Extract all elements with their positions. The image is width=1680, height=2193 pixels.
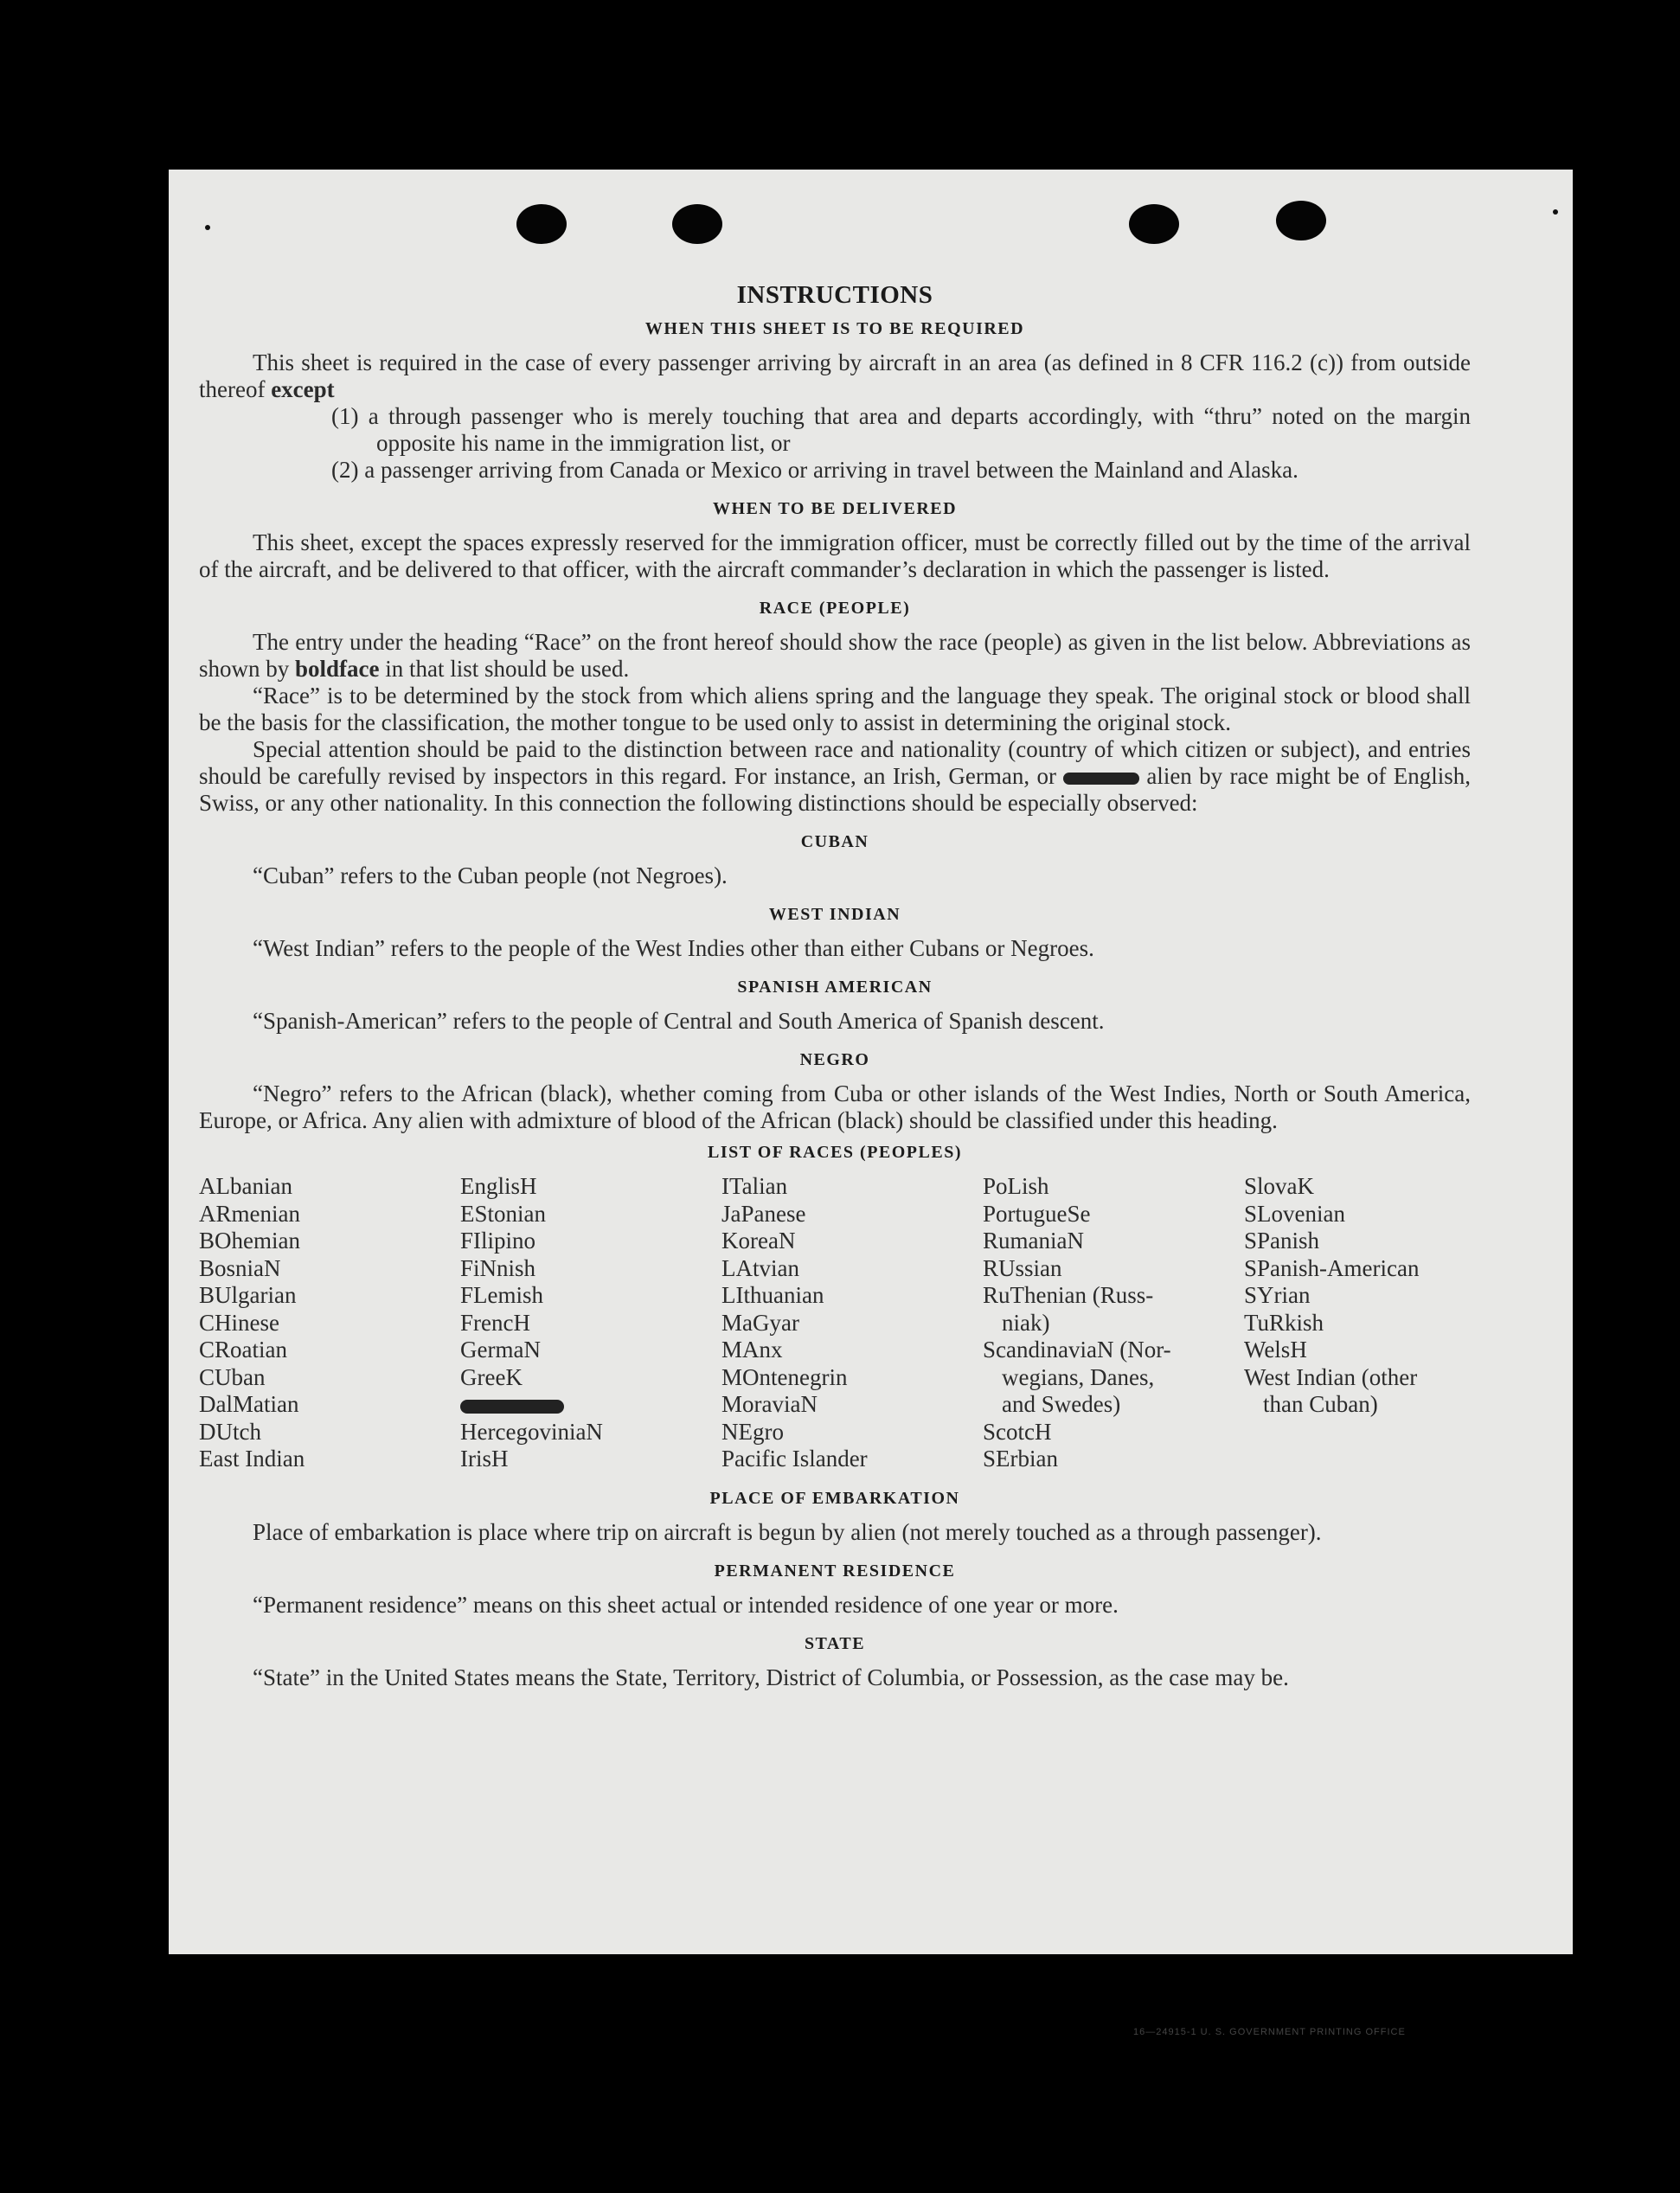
race-entry: East Indian xyxy=(199,1446,305,1472)
negro-text: “Negro” refers to the African (black), whether coming from Cuba or other islands of the West Indies, North or South America, Europe, or Africa. Any alien with admixture of blood of the African (black) should be classified under this heading. xyxy=(199,1080,1471,1133)
race-entry: ScandinaviaN (Nor- xyxy=(983,1337,1171,1363)
race-entry: ARmenian xyxy=(199,1200,300,1227)
punch-hole xyxy=(1129,204,1179,244)
race-entry-continued: wegians, Danes, xyxy=(1002,1363,1155,1390)
race-entry: MoraviaN xyxy=(721,1391,818,1417)
required-intro: This sheet is required in the case of every passenger arriving by aircraft in an area (as defined in 8 CFR 116.2 (c)) from outside thereof except xyxy=(199,349,1471,402)
instructions-content xyxy=(199,282,1471,1691)
delivered-text: This sheet, except the spaces expressly reserved for the immigration officer, must be correctly filled out by the time of the arrival of the aircraft, and be delivered to that officer, with the aircraft commander’s declaration in which the passenger is listed. xyxy=(199,529,1471,582)
printing-office-footer: 16—24915-1 U. S. GOVERNMENT PRINTING OFFICE xyxy=(1133,2027,1406,2037)
west-indian-text: “West Indian” refers to the people of the West Indies other than either Cubans or Negroes. xyxy=(253,935,1094,961)
cuban-text: “Cuban” refers to the Cuban people (not Negroes). xyxy=(253,862,728,888)
race-entry: NEgro xyxy=(721,1418,784,1445)
race-entry: PoLish xyxy=(983,1173,1049,1199)
race-entry: West Indian (other xyxy=(1244,1363,1418,1390)
state-text: “State” in the United States means the State, Territory, District of Columbia, or Possession, as the case may be. xyxy=(253,1664,1289,1690)
heading-west-indian: WEST INDIAN xyxy=(768,905,901,924)
race-entry: BUlgarian xyxy=(199,1282,297,1308)
except-bold: except xyxy=(271,376,335,402)
heading-cuban: CUBAN xyxy=(800,832,869,851)
race-entry: KoreaN xyxy=(721,1228,796,1254)
race-entry: HercegoviniaN xyxy=(460,1418,603,1445)
race-entry: CUban xyxy=(199,1363,266,1390)
race-entry: SYrian xyxy=(1244,1282,1311,1308)
page-title: INSTRUCTIONS xyxy=(736,281,933,309)
speck xyxy=(1553,209,1558,215)
race-entry: ITalian xyxy=(721,1173,788,1199)
heading-embarkation: PLACE OF EMBARKATION xyxy=(709,1488,960,1508)
race-entry: RumaniaN xyxy=(983,1228,1084,1254)
residence-text: “Permanent residence” means on this sheet actual or intended residence of one year or more. xyxy=(253,1591,1119,1618)
heading-spanish-american: SPANISH AMERICAN xyxy=(737,978,933,997)
race-entry: FLemish xyxy=(460,1282,544,1308)
race-entry: Pacific Islander xyxy=(721,1446,868,1472)
races-column-5 xyxy=(1244,1173,1521,1473)
race-entry-continued: niak) xyxy=(1002,1309,1050,1336)
race-entry: FIlipino xyxy=(460,1228,536,1254)
redaction-mark xyxy=(460,1400,564,1414)
heading-required: WHEN THIS SHEET IS TO BE REQUIRED xyxy=(644,319,1025,338)
race-entry: ScotcH xyxy=(983,1418,1052,1445)
document-sheet xyxy=(169,170,1573,2037)
race-entry: PortugueSe xyxy=(983,1200,1091,1227)
race-entry: MAnx xyxy=(721,1337,783,1363)
race-entry-continued: and Swedes) xyxy=(1002,1391,1121,1417)
race-entry: DalMatian xyxy=(199,1391,299,1417)
required-item-1: (1) a through passenger who is merely touching that area and departs accordingly, with “thru” noted on the margin opposite his name in the immigration list, or xyxy=(331,403,1471,456)
race-entry: RUssian xyxy=(983,1254,1062,1281)
race-paragraph-3: Special attention should be paid to the distinction between race and nationality (country of which citizen or subject), and entries should be carefully revised by inspectors in this regard. For instance, an Irish, German, or alien by race might be of English, Swiss, or any other nationality. In this connection the following distinctions should be especially observed: xyxy=(199,736,1472,816)
race-entry: ALbanian xyxy=(199,1173,292,1199)
race-paragraph-1: The entry under the heading “Race” on the front hereof should show the race (people) as given in the list below. Abbreviations as shown by boldface in that list should be used. xyxy=(199,629,1471,682)
races-column-3 xyxy=(721,1173,983,1473)
race-entry: SlovaK xyxy=(1244,1173,1314,1199)
race-entry: GreeK xyxy=(460,1363,523,1390)
race-entry-continued: than Cuban) xyxy=(1263,1391,1378,1417)
punch-hole xyxy=(672,204,722,244)
races-list xyxy=(199,1173,1471,1473)
race-entry: CRoatian xyxy=(199,1337,287,1363)
race-entry: SErbian xyxy=(983,1446,1058,1472)
race-entry: MaGyar xyxy=(721,1309,799,1336)
heading-residence: PERMANENT RESIDENCE xyxy=(714,1561,956,1581)
race-entry: LAtvian xyxy=(721,1254,799,1281)
race-entry: BosniaN xyxy=(199,1254,281,1281)
race-paragraph-2: “Race” is to be determined by the stock from which aliens spring and the language they speak. The original stock or blood shall be the basis for the classification, the mother tongue to be used only to assist in determining the original stock. xyxy=(199,683,1471,735)
race-entry: GermaN xyxy=(460,1337,541,1363)
heading-delivered: WHEN TO BE DELIVERED xyxy=(712,499,958,518)
race-entry-redacted xyxy=(460,1391,721,1419)
race-entry: TuRkish xyxy=(1244,1309,1324,1336)
race-entry: FiNnish xyxy=(460,1254,536,1281)
redaction-mark xyxy=(1063,773,1139,785)
race-entry: SPanish xyxy=(1244,1228,1320,1254)
race-entry: IrisH xyxy=(460,1446,509,1472)
race-entry: SPanish-American xyxy=(1244,1254,1420,1281)
embarkation-text: Place of embarkation is place where trip on aircraft is begun by alien (not merely touched as a through passenger). xyxy=(253,1518,1322,1545)
race-entry: LIthuanian xyxy=(721,1282,824,1308)
race-entry: FrencH xyxy=(460,1309,530,1336)
race-entry: DUtch xyxy=(199,1418,261,1445)
races-column-4 xyxy=(983,1173,1244,1473)
race-entry: MOntenegrin xyxy=(721,1363,848,1390)
heading-state: STATE xyxy=(804,1633,866,1653)
race-entry: WelsH xyxy=(1244,1337,1307,1363)
race-entry: SLovenian xyxy=(1244,1200,1345,1227)
race-entry: JaPanese xyxy=(721,1200,806,1227)
race-entry: CHinese xyxy=(199,1309,279,1336)
punch-hole xyxy=(1276,201,1326,240)
boldface-word: boldface xyxy=(295,656,380,682)
race-entry: BOhemian xyxy=(199,1228,300,1254)
races-column-2 xyxy=(460,1173,721,1473)
race-entry: RuThenian (Russ- xyxy=(983,1282,1154,1308)
race-entry: EnglisH xyxy=(460,1173,537,1199)
punch-hole xyxy=(516,204,567,244)
heading-negro: NEGRO xyxy=(799,1050,870,1069)
races-column-1 xyxy=(199,1173,460,1473)
spanish-american-text: “Spanish-American” refers to the people of Central and South America of Spanish descent. xyxy=(253,1008,1105,1034)
speck xyxy=(205,225,210,230)
heading-race: RACE (PEOPLE) xyxy=(759,599,911,618)
required-item-2: (2) a passenger arriving from Canada or Mexico or arriving in travel between the Mainland and Alaska. xyxy=(331,457,1298,483)
race-entry: EStonian xyxy=(460,1200,546,1227)
heading-list-of-races: LIST OF RACES (PEOPLES) xyxy=(707,1143,962,1162)
